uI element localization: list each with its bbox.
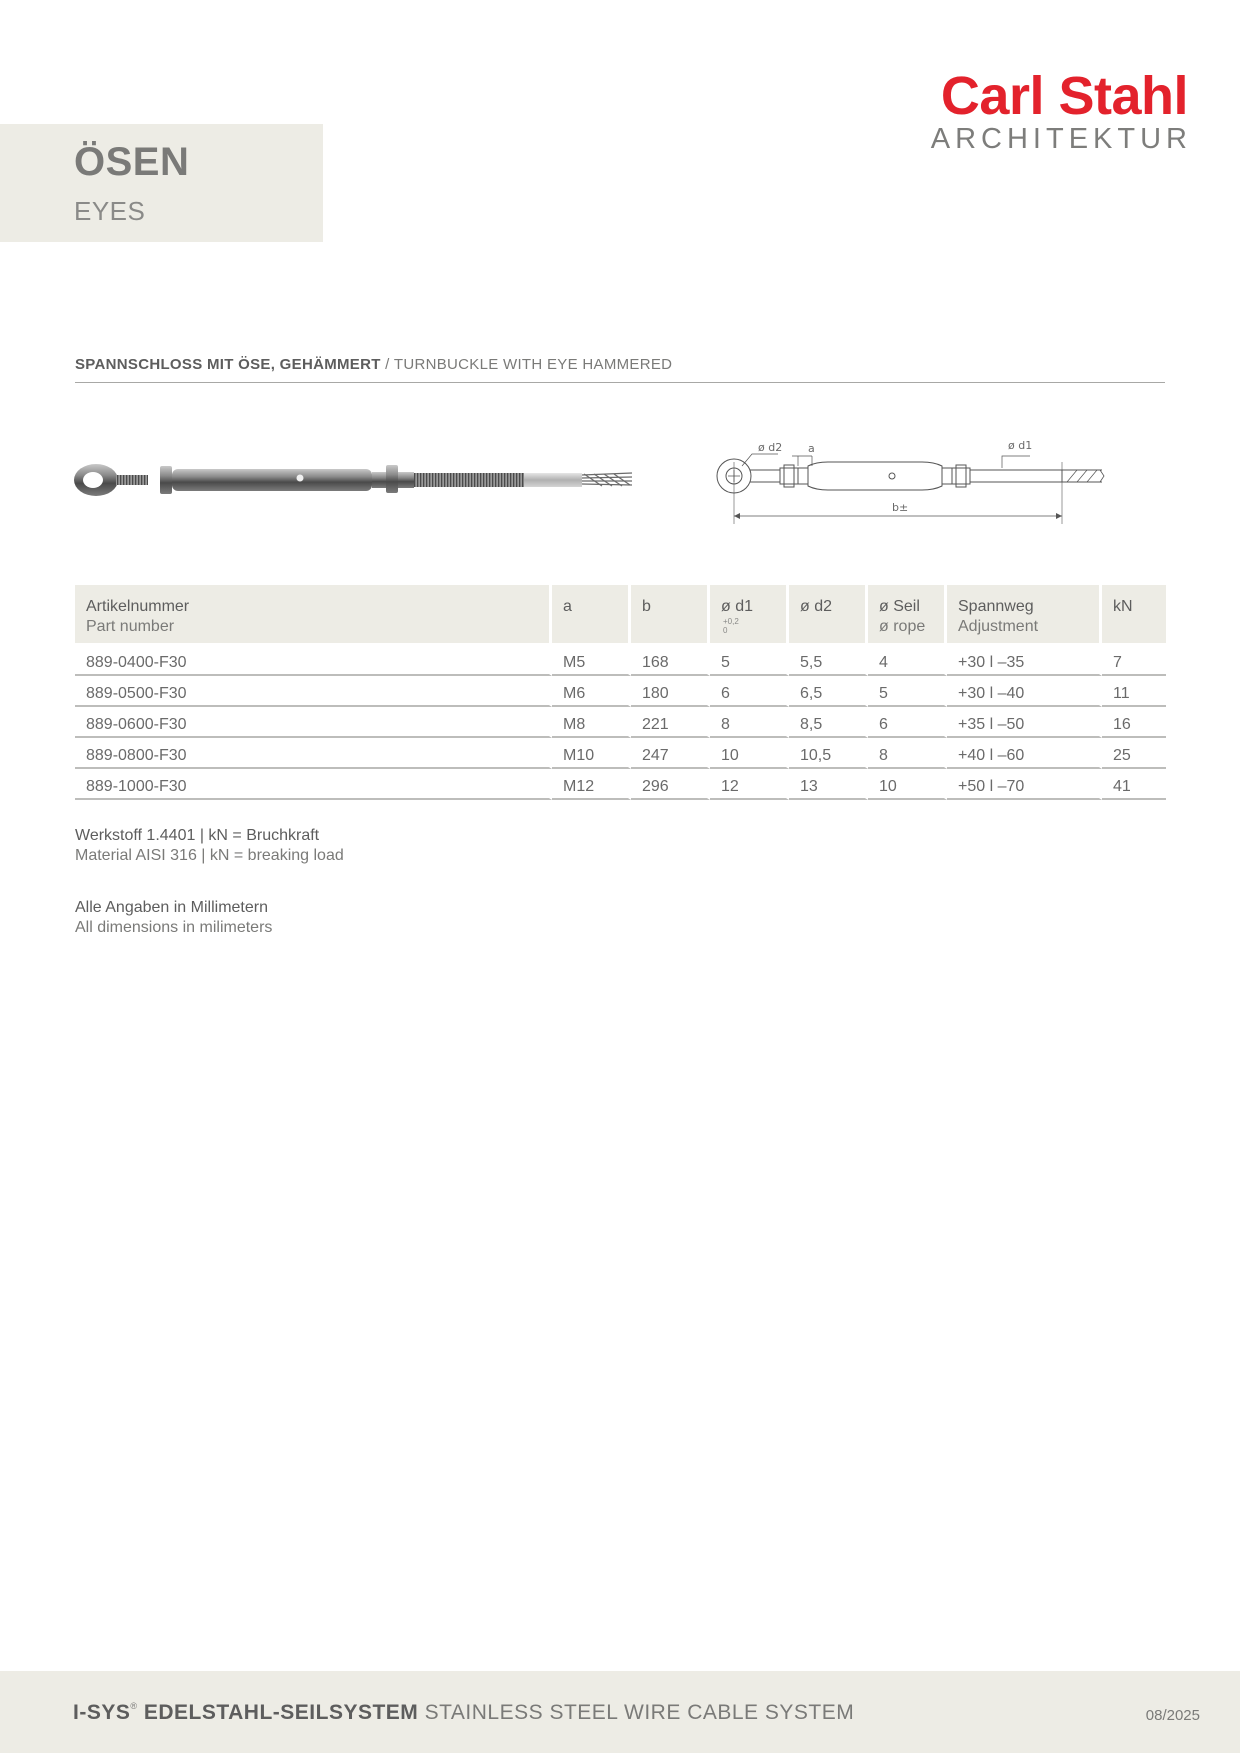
body-hole <box>297 475 304 482</box>
drawing-nut-left <box>780 468 798 484</box>
turnbuckle-photo <box>72 448 672 508</box>
nut-left <box>160 466 172 494</box>
eye-end <box>74 464 148 496</box>
spec-table <box>75 585 1166 800</box>
footer-title: I-SYS® EDELSTAHL-SEILSYSTEM STAINLESS STEEL WIRE CABLE SYSTEM <box>73 1701 855 1724</box>
page-subtitle: EYES <box>74 196 146 226</box>
col-adjustment: Spannweg Adjustment <box>947 585 1102 643</box>
label-b: b± <box>892 501 909 514</box>
section-heading <box>75 356 1165 373</box>
table-row: 889-1000-F30 M12 296 12 13 10 +50 l –70 41 <box>75 769 1166 800</box>
table-row: 889-0500-F30 M6 180 6 6,5 5 +30 l –40 11 <box>75 676 1166 707</box>
table-row: 889-0800-F30 M10 247 10 10,5 8 +40 l –60 25 <box>75 738 1166 769</box>
brand-logo <box>930 66 1192 155</box>
col-d2: ø d2 <box>789 585 868 643</box>
wire-cable <box>582 473 632 486</box>
brand-name: Carl Stahl <box>940 66 1188 126</box>
col-rope: ø Seil ø rope <box>868 585 947 643</box>
technical-drawing <box>712 432 1122 532</box>
label-d2: ø d2 <box>758 441 783 454</box>
material-note: Werkstoff 1.4401 | kN = Bruchkraft Material AISI 316 | kN = breaking load <box>75 827 344 864</box>
drawing-body <box>808 462 942 490</box>
section-divider <box>75 382 1165 383</box>
d1-tolerance-upper: +0,2 <box>723 617 739 626</box>
col-d1: ø d1 +0,2 0 <box>710 585 789 643</box>
section-heading-de: SPANNSCHLOSS MIT ÖSE, GEHÄMMERT <box>75 356 381 373</box>
footer-date: 08/2025 <box>1145 1707 1200 1724</box>
table-row: 889-0600-F30 M8 221 8 8,5 6 +35 l –50 16 <box>75 707 1166 738</box>
col-part-number: Artikelnummer Part number <box>75 585 552 643</box>
threaded-rod <box>414 473 524 487</box>
brand-subline: ARCHITEKTUR <box>930 123 1192 155</box>
col-kn: kN <box>1102 585 1166 643</box>
col-a: a <box>552 585 631 643</box>
section-heading-en: TURNBUCKLE WITH EYE HAMMERED <box>393 356 673 373</box>
section-heading-separator: / <box>380 356 394 373</box>
label-d1: ø d1 <box>1008 439 1033 452</box>
col-b: b <box>631 585 710 643</box>
turnbuckle-body <box>172 469 372 491</box>
units-note: Alle Angaben in Millimetern All dimensions in milimeters <box>75 899 273 936</box>
d1-tolerance-lower: 0 <box>723 626 728 635</box>
swage-sleeve <box>524 473 582 487</box>
drawing-nut-right <box>952 468 970 484</box>
page-title: ÖSEN <box>74 140 190 184</box>
label-a: a <box>808 442 815 455</box>
nut-right <box>386 465 398 493</box>
table-header-row <box>75 585 1166 643</box>
table-row: 889-0400-F30 M5 168 5 5,5 4 +30 l –35 7 <box>75 643 1166 676</box>
